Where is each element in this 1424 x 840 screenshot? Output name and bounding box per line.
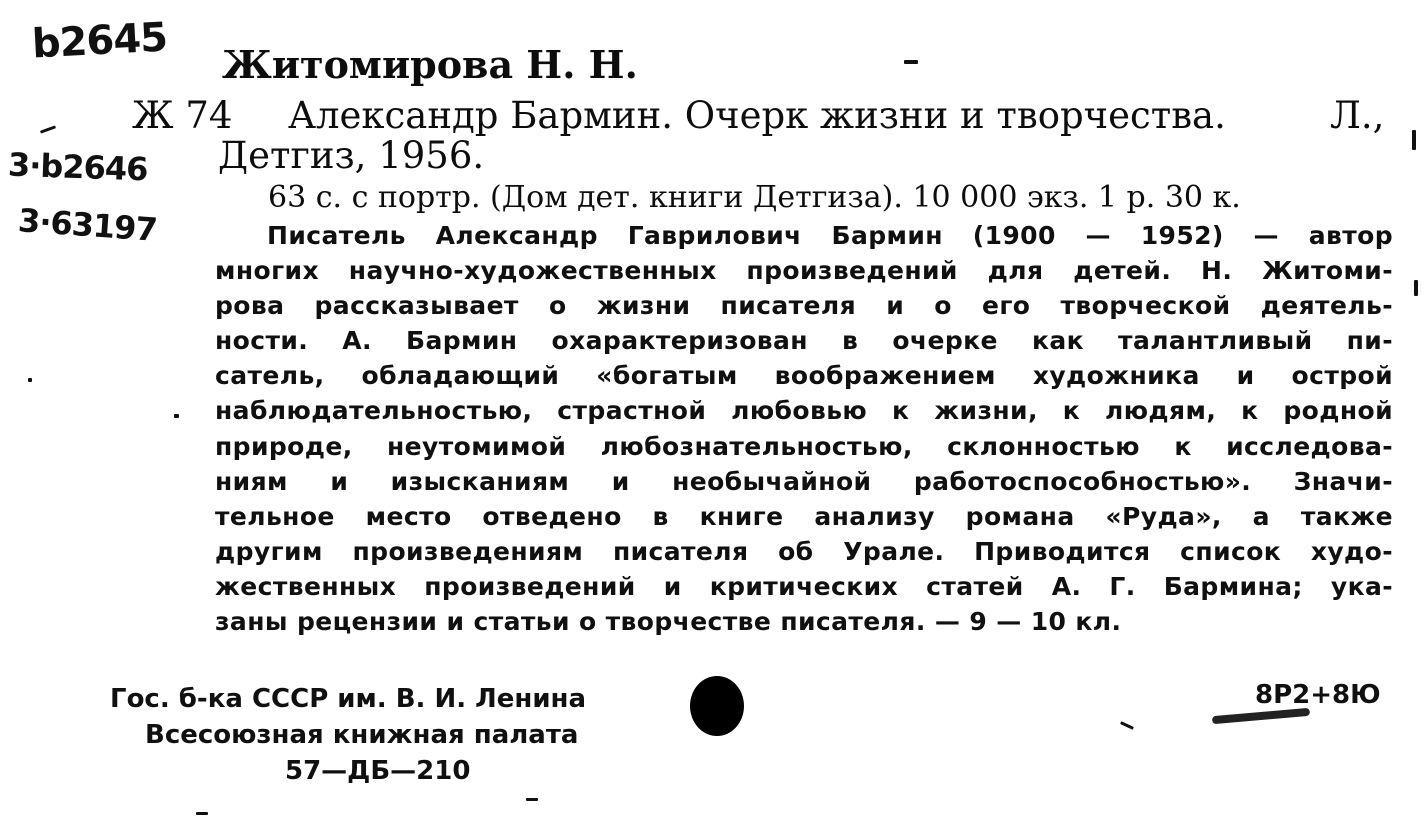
punch-hole xyxy=(690,676,744,736)
publication-place: Л., xyxy=(1330,94,1385,137)
ink-speck xyxy=(28,378,32,382)
annotation-line: тельное место отведено в книге анализу романа «Руда», а также xyxy=(215,501,1393,531)
annotation-line: Писатель Александр Гаврилович Бармин (1900 — 1952) — автор xyxy=(267,221,1393,250)
handwritten-note-2: 3·63197 xyxy=(16,201,158,249)
ink-speck xyxy=(1414,280,1418,296)
ink-speck xyxy=(1120,721,1134,730)
annotation-text xyxy=(215,218,1393,639)
handwritten-note-1: 3·b2646 xyxy=(7,145,149,189)
collation-line: 63 с. с портр. (Дом дет. книги Детгиза). 10 000 экз. 1 р. 30 к. xyxy=(268,180,1241,215)
annotation-line: ности. А. Бармин охарактеризован в очерке как талантливый пи- xyxy=(215,326,1393,356)
library-name: Гос. б-ка СССР им. В. И. Ленина xyxy=(110,684,587,714)
annotation-line: заны рецензии и статьи о творчестве писателя. — 9 — 10 кл. xyxy=(215,607,1122,637)
annotation-line: другим произведениям писателя об Урале. Приводится список худо- xyxy=(215,536,1393,566)
classification-index: 8Р2+8Ю xyxy=(1255,680,1381,710)
publisher-year: Детгиз, 1956. xyxy=(218,134,485,177)
annotation-line: многих научно-художественных произведений для детей. Н. Житоми- xyxy=(215,256,1393,286)
book-title: Александр Бармин. Очерк жизни и творчества. xyxy=(288,94,1226,137)
call-number: Ж 74 xyxy=(132,94,233,137)
author-heading: Житомирова Н. Н. xyxy=(222,42,638,87)
chamber-name: Всесоюзная книжная палата xyxy=(145,720,579,750)
annotation-line: природе, неутомимой любознательностью, склонностью к исследова- xyxy=(215,431,1393,461)
ink-speck xyxy=(1412,130,1416,150)
annotation-line: рова рассказывает о жизни писателя и о его творческой деятель- xyxy=(215,291,1393,321)
ink-speck xyxy=(40,125,56,133)
card-number: 57—ДБ—210 xyxy=(285,756,471,786)
annotation-line: жественных произведений и критических статей А. Г. Бармина; ука- xyxy=(215,571,1393,601)
annotation-line: сатель, обладающий «богатым воображением художника и острой xyxy=(215,361,1393,391)
ink-speck xyxy=(526,798,538,801)
annotation-line: ниям и изысканиям и необычайной работоспособностью». Значи- xyxy=(215,466,1393,496)
handwritten-inventory-number: b2645 xyxy=(30,14,169,68)
ink-speck xyxy=(904,60,918,64)
ink-scratch xyxy=(1212,708,1310,725)
ink-speck xyxy=(174,414,179,418)
annotation-line: наблюдательностью, страстной любовью к жизни, к людям, к родной xyxy=(215,396,1393,426)
ink-speck xyxy=(196,812,208,815)
